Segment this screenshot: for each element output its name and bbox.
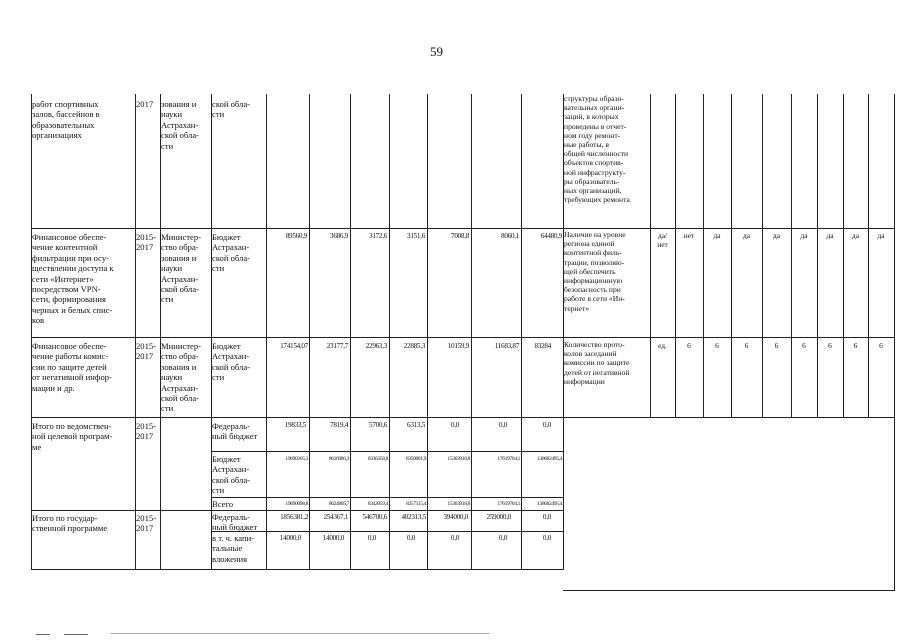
grid-line [762, 94, 763, 417]
row3-value: 22885,3 [403, 342, 425, 350]
row3-years: 2015- 2017 [136, 341, 157, 362]
grid-line [791, 94, 792, 417]
row5-value: 14000,0 [322, 534, 344, 542]
grid-line [817, 94, 818, 417]
row2-target: да [713, 231, 721, 240]
row4-value: 19690098,8 [285, 501, 308, 507]
row3-target: 6 [853, 341, 858, 350]
row5-value: 0,0 [498, 534, 507, 542]
row4-value: 8624805,7 [328, 501, 349, 507]
row4-source: Всего [212, 499, 234, 509]
scan-mark [64, 634, 88, 635]
grid-line [31, 94, 32, 570]
row2-target: да [826, 231, 834, 240]
row3-target: 6 [879, 341, 883, 350]
row2-name: Финансовое обеспе- чение контентной фильтрации при осу- ществлении доступа к сети «Интернет» посредством VPN- сети, формирования черных и белых спис- ков [32, 232, 114, 326]
grid-line [563, 590, 894, 591]
row4-years: 2015- 2017 [136, 421, 157, 442]
row3-value: 174154,07 [280, 342, 308, 350]
row2-target: да [742, 231, 751, 240]
row2-value: 7008,8 [451, 232, 469, 240]
row4-value: 138682495,4 [537, 501, 562, 507]
row4-value: 0,0 [542, 421, 551, 429]
row3-target: 6 [774, 341, 779, 350]
row5-years: 2015- 2017 [136, 513, 157, 534]
row4-value: 0,0 [450, 421, 459, 429]
grid-line [31, 337, 894, 338]
row4-value: 8350801,9 [405, 456, 426, 462]
row2-target: да [772, 231, 781, 240]
row5-value: 259000,0 [486, 513, 511, 521]
row2-executor: Министер- ство обра- зования и науки Астрахан- ской обла- сти [161, 232, 201, 305]
grid-line [160, 94, 161, 570]
row3-value: 23177,7 [326, 342, 348, 350]
grid-line [521, 94, 522, 570]
grid-line [703, 94, 704, 417]
row5-value: 0,0 [450, 534, 459, 542]
grid-line [471, 94, 472, 570]
row4-source: Федераль- ный бюджет [212, 421, 258, 442]
row4-value: 6313,5 [407, 421, 425, 429]
row3-target: 6 [744, 341, 749, 350]
row5-source: в т. ч. капи- тальные вложения [212, 533, 255, 564]
row3-value: 83284 [534, 342, 551, 350]
row2-value: 3686,9 [330, 232, 348, 240]
row2-value: 89560,9 [285, 232, 307, 240]
row5-value: 14000,0 [279, 534, 301, 542]
row4-value: 7819,4 [330, 421, 348, 429]
row4-value: 19690265,3 [285, 456, 308, 462]
row2-target: да [877, 231, 885, 240]
row3-executor: Министер- ство обра- зования и науки Астрахан- ской обла- сти [161, 341, 201, 414]
row4-value: 5700,6 [369, 421, 387, 429]
row3-value: 11683,87 [494, 342, 519, 350]
row4-value: 8616986,3 [328, 456, 349, 462]
grid-line [843, 94, 844, 417]
row1-years: 2017 [136, 99, 154, 109]
row4-value: 17619704,1 [497, 456, 520, 462]
row5-value: 254367,1 [323, 513, 348, 521]
row2-value: 64480,9 [540, 232, 562, 240]
row1-indicator: структуры образо- вательных органи- заций, в которых проведены в отчет- ном году ремонт- ные работы, в общей численности объектов спортив- ной инфраструкту- ры образователь- ных организаций, требующих ремонта [564, 94, 630, 205]
grid-line [350, 94, 351, 570]
grid-line [731, 94, 732, 417]
grid-line [31, 569, 563, 570]
row4-value: 15363918,8 [447, 501, 470, 507]
row3-target: 6 [828, 341, 832, 350]
row4-value: 17619704,1 [497, 501, 520, 507]
grid-line [894, 94, 895, 591]
row3-indicator: Количество прото- колов заседаний комиссии по защите детей от негативной информации [564, 340, 630, 386]
row2-target: нет [683, 231, 695, 240]
row3-unit: ед. [658, 341, 667, 350]
row4-value: 15363918,8 [447, 456, 470, 462]
row5-value: 546700,6 [362, 513, 387, 521]
row1-executor: зования и науки Астрахан- ской обла- сти [161, 99, 200, 151]
grid-line [211, 451, 563, 452]
grid-line [31, 417, 894, 418]
grid-line [389, 94, 390, 570]
grid-line [309, 94, 310, 570]
scan-mark [110, 633, 490, 634]
grid-line [650, 94, 651, 417]
row5-value: 394000,0 [443, 513, 468, 521]
row4-value: 8357115,4 [406, 501, 426, 507]
grid-line [31, 228, 894, 229]
row5-source: Федераль- ный бюджет [212, 512, 258, 533]
grid-line [266, 94, 267, 570]
grid-line [135, 94, 136, 570]
row5-value: 402313,5 [401, 513, 426, 521]
row3-target: 6 [687, 341, 691, 350]
row4-value: 138682495,4 [537, 456, 562, 462]
row3-name: Финансовое обеспе- чение работы комис- сии по защите детей от негативной инфор- мации и др. [32, 341, 112, 393]
row2-target: да [851, 231, 860, 240]
row2-target: да [800, 231, 808, 240]
row4-value: 19833,5 [284, 421, 306, 429]
row3-target: 6 [715, 341, 719, 350]
row2-indicator: Наличие на уровне региона единой контентной филь- трации, позволяю- щей обеспечить информационную безопасность при работе в сети «Ин- тернет» [564, 230, 626, 313]
page-number: 59 [430, 44, 443, 59]
row3-value: 10159,9 [447, 342, 469, 350]
row4-source: Бюджет Астрахан- ской обла- сти [212, 454, 251, 496]
row5-value: 0,0 [542, 534, 551, 542]
row1-source: ской обла- сти [212, 99, 251, 120]
row4-name: Итого по ведомствен- ной целевой програм- ме [32, 421, 113, 452]
row3-target: 6 [802, 341, 806, 350]
grid-line [675, 94, 676, 417]
row2-value: 8060,1 [501, 232, 519, 240]
row5-value: 0,0 [542, 513, 551, 521]
row2-value: 3172,6 [369, 232, 387, 240]
row5-name: Итого по государ- ственной программе [32, 513, 108, 534]
row3-value: 22963,3 [365, 342, 387, 350]
row4-value: 0,0 [498, 421, 507, 429]
grid-line [427, 94, 428, 570]
grid-line [31, 510, 563, 511]
grid-line [868, 94, 869, 417]
row1-name: работ спортивных залов, бассейнов в образовательных организациях [32, 99, 100, 141]
row2-source: Бюджет Астрахан- ской обла- сти [212, 232, 251, 274]
row5-value: 0,0 [367, 534, 376, 542]
row2-unit: да/ нет [657, 231, 668, 249]
row4-value: 8342059,4 [367, 501, 388, 507]
row5-value: 1856381,2 [280, 513, 308, 521]
row2-years: 2015- 2017 [136, 232, 157, 253]
row3-source: Бюджет Астрахан- ской обла- сти [212, 341, 251, 383]
scan-mark [36, 634, 50, 635]
row4-value: 8336358,8 [367, 456, 388, 462]
row5-value: 0,0 [406, 534, 415, 542]
row2-value: 3151,6 [407, 232, 425, 240]
grid-line [211, 497, 563, 498]
